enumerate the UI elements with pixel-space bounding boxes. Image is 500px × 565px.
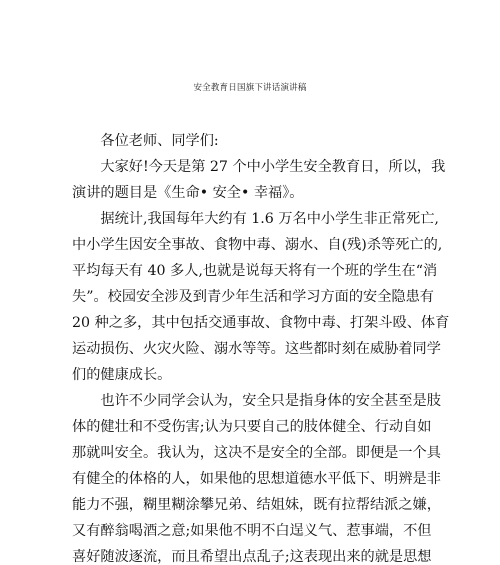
text-line: 运动损伤、火灾火险、溺水等等。这些都时刻在威胁着同学	[72, 341, 441, 357]
text-line: 能力不强，糊里糊涂攀兄弟、结姐妹，既有拉帮结派之嫌，	[72, 497, 441, 513]
text-line: 有健全的体格的人，如果他的思想道德水平低下、明辨是非	[72, 471, 441, 487]
text-line: 喜好随波逐流，而且希望出点乱子;这表现出来的就是思想	[72, 549, 432, 565]
text-line: 们的健康成长。	[72, 367, 172, 383]
text-line: 体的健壮和不受伤害;认为只要自己的肢体健全、行动自如	[72, 419, 432, 435]
text-line: 20 种之多，其中包括交通事故、食物中毒、打架斗殴、体育	[72, 315, 450, 331]
text-line: 也许不少同学会认为，安全只是指身体的安全甚至是肢	[72, 393, 441, 409]
text-line: 据统计,我国每年大约有 1.6 万名中小学生非正常死亡,	[72, 211, 439, 227]
text-line: 演讲的题目是《生命• 安全• 幸福》。	[72, 185, 304, 201]
text-line: 各位老师、同学们:	[72, 133, 219, 149]
text-line: 中小学生因安全事故、食物中毒、溺水、自(残)杀等死亡的,	[72, 237, 443, 253]
text-line: 那就叫安全。我认为，这决不是安全的全部。即便是一个具	[72, 445, 441, 461]
text-line: 又有醉翁喝酒之意;如果他不明不白逞义气、惹事端，不但	[72, 523, 432, 539]
document-title: 安全教育日国旗下讲话演讲稿	[193, 83, 307, 93]
text-line: 失”。校园安全涉及到青少年生活和学习方面的安全隐患有	[72, 289, 434, 305]
text-line: 大家好!今天是第 27 个中小学生安全教育日，所以，我	[72, 159, 446, 175]
text-line: 平均每天有 40 多人,也就是说每天将有一个班的学生在“消	[72, 263, 438, 279]
document-body	[72, 128, 450, 565]
